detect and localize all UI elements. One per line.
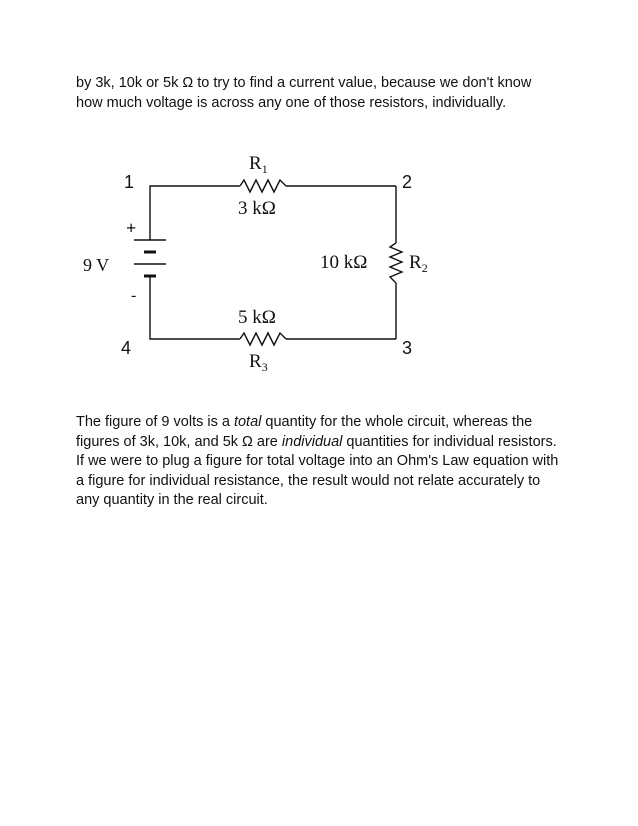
r2-name: $R_2$ <box>409 252 428 275</box>
node-4-label: 4 <box>121 338 132 358</box>
wire-bottom-left <box>150 282 240 339</box>
outro-line-2: figures of 3k, 10k, and 5k Ω are individual quantities for individual resistors. <box>76 433 557 450</box>
resistor-r1-symbol <box>240 180 286 192</box>
r3-name: $R_3$ <box>249 351 268 374</box>
node-3-label: 3 <box>402 338 413 358</box>
node-2-label: 2 <box>402 172 413 192</box>
wire-top-left <box>150 186 240 240</box>
source-voltage-label: 9 V <box>83 255 110 275</box>
r1-name: $R_1$ <box>249 153 268 176</box>
emphasis-individual: individual <box>281 433 343 450</box>
outro-line-5: any quantity in the real circuit. <box>76 492 268 508</box>
resistor-r2-symbol <box>390 243 402 283</box>
intro-paragraph <box>76 74 576 113</box>
r2-value: 10 kΩ <box>320 252 368 273</box>
battery-symbol <box>134 240 166 276</box>
outro-line-1: The figure of 9 volts is a total quantity for the whole circuit, whereas the <box>76 414 533 430</box>
intro-line-2: how much voltage is across any one of those resistors, individually. <box>76 94 507 111</box>
source-minus-sign: - <box>131 287 137 304</box>
resistor-r3-symbol <box>240 333 286 345</box>
node-1-label: 1 <box>124 172 135 192</box>
r3-value: 5 kΩ <box>238 307 276 328</box>
outro-line-3: If we were to plug a figure for total voltage into an Ohm's Law equation with <box>76 453 559 469</box>
r1-value: 3 kΩ <box>238 198 276 219</box>
circuit-diagram <box>0 140 638 390</box>
outro-paragraph <box>76 413 576 511</box>
intro-line-1: by 3k, 10k or 5k Ω to try to find a current value, because we don't know <box>76 75 532 91</box>
source-plus-sign: + <box>126 218 137 238</box>
emphasis-total: total <box>233 414 262 430</box>
outro-line-4: a figure for individual resistance, the result would not relate accurately to <box>76 472 541 489</box>
